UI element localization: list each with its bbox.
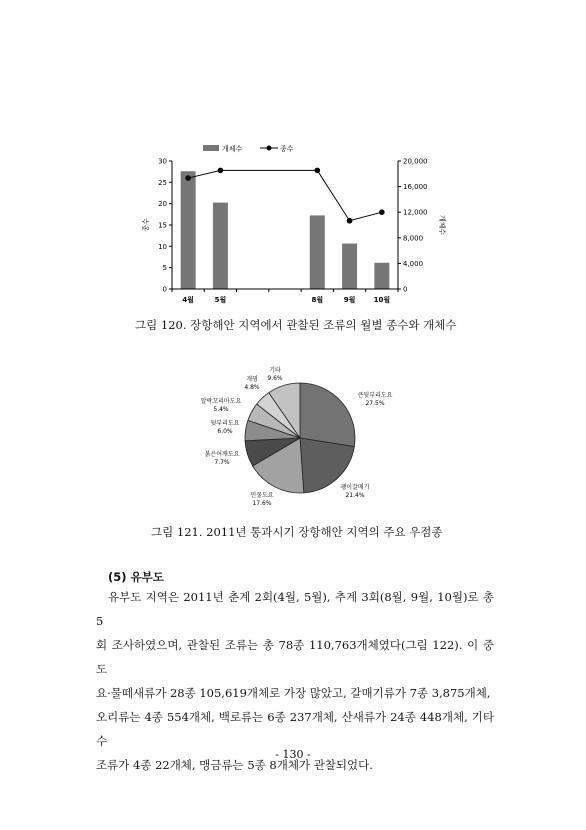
y2-axis-label: 개체수 [438,214,446,236]
bar [310,215,325,289]
pie-slice-label: 개꿩 [246,376,258,383]
pie-slice-pct: 9.6% [267,375,283,382]
pie-slices [245,383,355,493]
legend-swatch-marker [267,146,272,151]
body-line-5: 조류가 4종 22개체, 맹금류는 5종 8개체가 관찰되었다. [96,758,373,772]
y-tick-label: 20 [158,200,167,209]
y-tick-label: 25 [158,178,167,187]
legend-swatch-bar [203,145,219,151]
x-axis-ticks [172,289,398,304]
x-tick-label: 5월 [214,296,227,304]
pie-slice-pct: 7.7% [214,459,230,466]
y-axis-label: 종수 [142,218,150,232]
bar [181,171,196,289]
y2-tick-label: 0 [403,285,408,294]
left-axis-ticks [158,158,172,294]
chart-legend [203,144,294,153]
legend-label-line: 종수 [280,145,294,153]
figure-121-caption: 그림 121. 2011년 통과시기 장항해안 지역의 주요 우점종 [151,525,443,539]
line-point [379,209,385,215]
bar [374,263,389,289]
y2-tick-label: 4,000 [403,259,424,268]
y-tick-label: 10 [158,242,167,251]
pie-slice-label: 민물도요 [250,492,274,499]
y-tick-label: 15 [158,221,167,230]
x-tick-label: 4월 [182,296,194,304]
line-point [347,218,353,224]
x-tick-label: 8월 [311,296,324,304]
pie-slice-label: 큰뒷부리도요 [357,392,393,399]
figure-120-chart [0,0,586,330]
body-line-4: 오리류는 4종 554개체, 백로류는 6종 237개체, 산새류가 24종 448개체, 기타수 [96,710,494,748]
pie-slice-pct: 4.8% [244,384,260,391]
pie-slice-pct: 17.6% [252,500,272,507]
pie-slice-pct: 6.0% [217,428,233,435]
page-number: - 130 - [275,748,311,761]
body-line-3: 요·물떼새류가 28종 105,619개체로 가장 많았고, 갈매기류가 7종 3,875개체, [96,686,491,700]
bar-series [181,171,390,289]
figure-120-caption: 그림 120. 장항해안 지역에서 관찰된 조류의 월별 종수와 개체수 [135,318,457,332]
pie-slice-label: 괭이갈매기 [340,484,370,491]
pie-slice-label: 기타 [269,367,281,374]
line-point [314,168,320,174]
legend-label-bar: 개체수 [222,145,243,153]
pie-slice-label: 알락꼬리마도요 [200,398,242,405]
pie-slice-label: 뒷부리도요 [210,420,240,427]
pie-slice-pct: 21.4% [345,492,365,499]
y2-tick-label: 8,000 [403,234,424,243]
y-tick-label: 0 [162,285,167,294]
y-tick-label: 5 [162,264,167,273]
pie-slice [300,383,355,447]
bar [213,203,228,289]
right-axis-ticks [398,158,428,294]
x-tick-label: 9월 [343,296,356,304]
pie-slice-label: 붉은어깨도요 [204,451,240,458]
y2-tick-label: 20,000 [403,157,428,166]
pie-slice-pct: 27.5% [365,400,385,407]
pie-slice-pct: 5.4% [213,406,229,413]
section-title: (5) 유부도 [108,570,164,584]
line-point [218,168,224,174]
x-tick-label: 10월 [373,296,391,304]
figure-121-chart [0,355,586,515]
y2-tick-label: 12,000 [403,208,428,217]
line-point [185,175,191,181]
bar [342,244,357,289]
y-tick-label: 30 [158,157,167,166]
y2-tick-label: 16,000 [403,183,428,192]
body-line-1: 유부도 지역은 2011년 춘계 2회(4월, 5월), 추계 3회(8월, 9월, 10월)로 총 5 [96,590,494,628]
body-line-2: 회 조사하였으며, 관찰된 조류는 총 78종 110,763개체였다(그림 122). 이 중 도 [96,638,494,676]
